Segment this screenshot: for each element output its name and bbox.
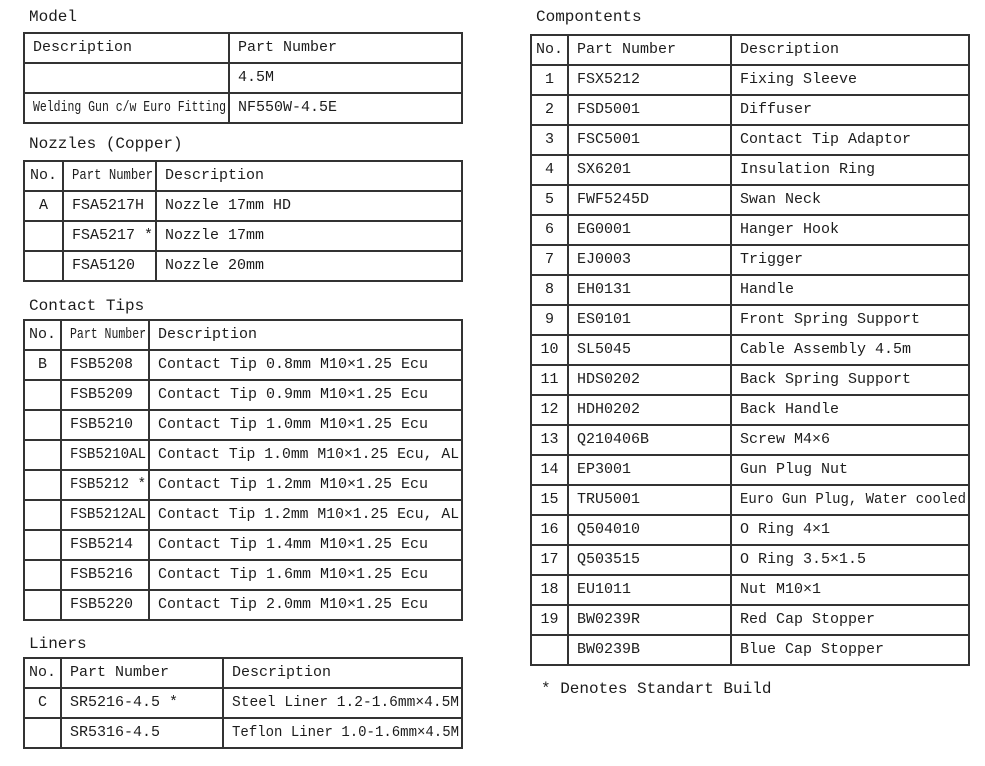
table-cell <box>223 718 462 748</box>
header-row <box>24 658 462 688</box>
table-cell <box>531 545 568 575</box>
contact-tips-table <box>23 319 463 621</box>
cell-text: 19 <box>540 611 559 629</box>
table-row <box>24 221 462 251</box>
table-cell <box>731 605 969 635</box>
table-cell <box>568 635 731 665</box>
table-cell <box>731 425 969 455</box>
table-row <box>531 125 969 155</box>
cell-text: No. <box>28 664 56 682</box>
header-row <box>531 35 969 65</box>
cell-text: 6 <box>544 221 554 239</box>
table-cell <box>24 350 61 380</box>
cell-text: 4.5M <box>238 69 275 87</box>
table-cell <box>731 305 969 335</box>
cell-text: FSA5217 * <box>72 227 154 245</box>
cell-text: Q503515 <box>577 551 641 569</box>
table-cell <box>24 590 61 620</box>
contact-tips-section-title: Contact Tips <box>29 297 145 315</box>
table-cell <box>531 575 568 605</box>
table-cell <box>731 485 969 515</box>
table-cell <box>731 95 969 125</box>
column-header <box>24 161 63 191</box>
table-cell <box>156 221 462 251</box>
cell-text: SR5216-4.5 * <box>70 694 179 712</box>
cell-text: HDH0202 <box>577 401 641 419</box>
cell-text: Q504010 <box>577 521 641 539</box>
cell-text: Gun Plug Nut <box>740 461 849 479</box>
cell-text: Part Number <box>577 41 677 59</box>
standard-build-footnote: * Denotes Standart Build <box>541 680 772 698</box>
table-cell <box>531 515 568 545</box>
nozzles-section-title: Nozzles (Copper) <box>29 135 183 153</box>
cell-text: Euro Gun Plug, Water cooled <box>740 491 967 509</box>
cell-text: Part Number <box>72 167 154 185</box>
cell-text: Cable Assembly 4.5m <box>740 341 912 359</box>
table-cell <box>24 251 63 281</box>
table-cell <box>63 191 156 221</box>
cell-text: FSD5001 <box>577 101 641 119</box>
cell-text: Swan Neck <box>740 191 822 209</box>
table-cell <box>568 305 731 335</box>
table-cell <box>531 335 568 365</box>
cell-text: EU1011 <box>577 581 632 599</box>
table-cell <box>149 350 462 380</box>
cell-text: Insulation Ring <box>740 161 876 179</box>
table-row <box>531 95 969 125</box>
table-row <box>24 63 462 93</box>
table-row <box>531 155 969 185</box>
model-section-title: Model <box>29 8 78 26</box>
cell-text: FSB5216 <box>70 566 134 584</box>
cell-text: 11 <box>540 371 559 389</box>
column-header <box>156 161 462 191</box>
cell-text: Contact Tip Adaptor <box>740 131 912 149</box>
table-cell <box>731 545 969 575</box>
table-row <box>531 275 969 305</box>
cell-text: Contact Tip 2.0mm M10×1.25 Ecu <box>158 596 429 614</box>
table-cell <box>223 688 462 718</box>
table-row <box>531 245 969 275</box>
table-cell <box>24 718 61 748</box>
cell-text: Nozzle 17mm <box>165 227 265 245</box>
table-cell <box>731 125 969 155</box>
table-cell <box>61 530 149 560</box>
cell-text: FSA5120 <box>72 257 136 275</box>
cell-text: O Ring 4×1 <box>740 521 831 539</box>
table-row <box>24 688 462 718</box>
cell-text: Teflon Liner 1.0-1.6mm×4.5M <box>232 724 460 742</box>
cell-text: FSA5217H <box>72 197 145 215</box>
column-header <box>568 35 731 65</box>
table-cell <box>731 515 969 545</box>
cell-text: EH0131 <box>577 281 632 299</box>
column-header <box>731 35 969 65</box>
table-cell <box>568 155 731 185</box>
table-cell <box>24 221 63 251</box>
cell-text: Screw M4×6 <box>740 431 831 449</box>
cell-text: FSB5210AL <box>70 446 147 464</box>
cell-text: FWF5245D <box>577 191 650 209</box>
table-cell <box>531 635 568 665</box>
cell-text: 13 <box>540 431 559 449</box>
cell-text: Part Number <box>238 39 338 57</box>
table-row <box>531 425 969 455</box>
table-cell <box>531 155 568 185</box>
table-cell <box>531 95 568 125</box>
table-cell <box>61 500 149 530</box>
table-cell <box>531 425 568 455</box>
table-row <box>24 410 462 440</box>
table-row <box>531 515 969 545</box>
cell-text: Blue Cap Stopper <box>740 641 885 659</box>
cell-text: O Ring 3.5×1.5 <box>740 551 867 569</box>
cell-text: Fixing Sleeve <box>740 71 858 89</box>
table-cell <box>24 440 61 470</box>
cell-text: Nozzle 17mm HD <box>165 197 292 215</box>
table-cell <box>63 251 156 281</box>
table-cell <box>149 410 462 440</box>
cell-text: SR5316-4.5 <box>70 724 161 742</box>
table-cell <box>731 155 969 185</box>
table-cell <box>531 305 568 335</box>
table-row <box>24 470 462 500</box>
cell-text: Red Cap Stopper <box>740 611 876 629</box>
cell-text: FSB5214 <box>70 536 134 554</box>
cell-text: 5 <box>544 191 554 209</box>
table-row <box>24 500 462 530</box>
table-row <box>24 560 462 590</box>
model-table <box>23 32 463 124</box>
table-cell <box>531 365 568 395</box>
cell-text: Description <box>33 39 133 57</box>
cell-text: 3 <box>544 131 554 149</box>
header-row <box>24 320 462 350</box>
table-cell <box>731 215 969 245</box>
cell-text: Welding Gun c/w Euro Fitting <box>33 99 227 117</box>
cell-text: No. <box>535 41 563 59</box>
table-row <box>531 395 969 425</box>
table-cell <box>531 605 568 635</box>
table-row <box>531 65 969 95</box>
cell-text: 10 <box>540 341 559 359</box>
cell-text: 7 <box>544 251 554 269</box>
cell-text: Contact Tip 1.0mm M10×1.25 Ecu, AL <box>158 446 460 464</box>
cell-text: 9 <box>544 311 554 329</box>
table-cell <box>568 545 731 575</box>
table-cell <box>61 688 223 718</box>
cell-text: FSB5220 <box>70 596 134 614</box>
cell-text: Description <box>165 167 265 185</box>
cell-text: 12 <box>540 401 559 419</box>
table-cell <box>531 275 568 305</box>
table-cell <box>731 65 969 95</box>
cell-text: 2 <box>544 101 554 119</box>
cell-text: Nozzle 20mm <box>165 257 265 275</box>
table-cell <box>568 335 731 365</box>
cell-text: 17 <box>540 551 559 569</box>
cell-text: Part Number <box>70 326 147 344</box>
table-cell <box>24 93 229 123</box>
table-cell <box>568 605 731 635</box>
table-cell <box>731 575 969 605</box>
table-cell <box>568 575 731 605</box>
header-row <box>24 33 462 63</box>
table-cell <box>568 65 731 95</box>
table-row <box>531 335 969 365</box>
table-cell <box>568 425 731 455</box>
liners-table <box>23 657 463 749</box>
cell-text: Handle <box>740 281 795 299</box>
table-cell <box>568 485 731 515</box>
table-row <box>24 93 462 123</box>
cell-text: Back Spring Support <box>740 371 912 389</box>
cell-text: Contact Tip 0.8mm M10×1.25 Ecu <box>158 356 429 374</box>
cell-text: 14 <box>540 461 559 479</box>
table-cell <box>731 185 969 215</box>
table-cell <box>229 93 462 123</box>
table-row <box>531 545 969 575</box>
table-cell <box>24 560 61 590</box>
table-cell <box>24 688 61 718</box>
cell-text: Contact Tip 1.4mm M10×1.25 Ecu <box>158 536 429 554</box>
column-header <box>24 33 229 63</box>
table-row <box>531 305 969 335</box>
table-cell <box>149 500 462 530</box>
table-cell <box>24 410 61 440</box>
table-cell <box>731 365 969 395</box>
cell-text: Description <box>232 664 332 682</box>
table-cell <box>149 380 462 410</box>
header-row <box>24 161 462 191</box>
table-cell <box>731 275 969 305</box>
cell-text: Front Spring Support <box>740 311 921 329</box>
cell-text: Nut M10×1 <box>740 581 822 599</box>
cell-text: B <box>37 356 47 374</box>
table-cell <box>568 185 731 215</box>
cell-text: SX6201 <box>577 161 632 179</box>
cell-text: SL5045 <box>577 341 632 359</box>
table-cell <box>24 500 61 530</box>
table-row <box>24 530 462 560</box>
cell-text: Description <box>158 326 258 344</box>
cell-text: Contact Tip 1.2mm M10×1.25 Ecu, AL <box>158 506 460 524</box>
table-cell <box>61 380 149 410</box>
table-cell <box>149 440 462 470</box>
column-header <box>61 320 149 350</box>
cell-text: Contact Tip 1.6mm M10×1.25 Ecu <box>158 566 429 584</box>
cell-text: FSB5210 <box>70 416 134 434</box>
table-cell <box>149 530 462 560</box>
table-cell <box>568 125 731 155</box>
cell-text: NF550W-4.5E <box>238 99 338 117</box>
table-cell <box>61 590 149 620</box>
cell-text: FSX5212 <box>577 71 641 89</box>
cell-text: Contact Tip 0.9mm M10×1.25 Ecu <box>158 386 429 404</box>
table-cell <box>61 470 149 500</box>
table-cell <box>24 530 61 560</box>
column-header <box>24 320 61 350</box>
table-row <box>531 575 969 605</box>
table-cell <box>731 635 969 665</box>
table-cell <box>61 560 149 590</box>
table-cell <box>24 191 63 221</box>
components-section-title: Compontents <box>536 8 642 26</box>
table-cell <box>531 185 568 215</box>
column-header <box>24 658 61 688</box>
table-cell <box>61 718 223 748</box>
table-cell <box>568 245 731 275</box>
cell-text: 16 <box>540 521 559 539</box>
cell-text: 8 <box>544 281 554 299</box>
table-cell <box>149 560 462 590</box>
cell-text: EP3001 <box>577 461 632 479</box>
table-cell <box>531 65 568 95</box>
cell-text: Q210406B <box>577 431 650 449</box>
table-cell <box>24 380 61 410</box>
cell-text: FSB5212AL <box>70 506 147 524</box>
column-header <box>61 658 223 688</box>
table-cell <box>531 395 568 425</box>
liners-section-title: Liners <box>29 635 87 653</box>
cell-text: EG0001 <box>577 221 632 239</box>
cell-text: FSB5212 * <box>70 476 147 494</box>
table-row <box>531 485 969 515</box>
table-cell <box>568 455 731 485</box>
cell-text: EJ0003 <box>577 251 632 269</box>
table-cell <box>24 63 229 93</box>
cell-text: Contact Tip 1.2mm M10×1.25 Ecu <box>158 476 429 494</box>
components-table <box>530 34 970 666</box>
table-row <box>24 350 462 380</box>
cell-text: No. <box>28 326 56 344</box>
cell-text: Description <box>740 41 840 59</box>
table-cell <box>568 275 731 305</box>
table-cell <box>568 95 731 125</box>
table-cell <box>149 590 462 620</box>
table-cell <box>61 440 149 470</box>
cell-text: FSC5001 <box>577 131 641 149</box>
table-cell <box>568 215 731 245</box>
nozzles-table <box>23 160 463 282</box>
cell-text: 4 <box>544 161 554 179</box>
table-cell <box>531 215 568 245</box>
cell-text: BW0239B <box>577 641 641 659</box>
table-row <box>24 380 462 410</box>
cell-text: BW0239R <box>577 611 641 629</box>
table-cell <box>24 470 61 500</box>
cell-text: Hanger Hook <box>740 221 840 239</box>
cell-text: Back Handle <box>740 401 840 419</box>
table-cell <box>61 350 149 380</box>
cell-text: C <box>37 694 47 712</box>
table-cell <box>531 245 568 275</box>
cell-text: FSB5209 <box>70 386 134 404</box>
column-header <box>229 33 462 63</box>
table-row <box>24 440 462 470</box>
table-row <box>24 590 462 620</box>
table-cell <box>61 410 149 440</box>
table-row <box>531 215 969 245</box>
cell-text: Part Number <box>70 664 170 682</box>
table-cell <box>149 470 462 500</box>
cell-text: ES0101 <box>577 311 632 329</box>
table-cell <box>63 221 156 251</box>
cell-text: FSB5208 <box>70 356 134 374</box>
table-row <box>24 251 462 281</box>
column-header <box>63 161 156 191</box>
table-cell <box>531 485 568 515</box>
table-cell <box>731 335 969 365</box>
table-cell <box>568 395 731 425</box>
table-cell <box>731 245 969 275</box>
table-cell <box>568 515 731 545</box>
cell-text: 18 <box>540 581 559 599</box>
table-cell <box>531 455 568 485</box>
cell-text: HDS0202 <box>577 371 641 389</box>
cell-text: Diffuser <box>740 101 813 119</box>
table-row <box>531 455 969 485</box>
cell-text: Contact Tip 1.0mm M10×1.25 Ecu <box>158 416 429 434</box>
column-header <box>531 35 568 65</box>
column-header <box>149 320 462 350</box>
table-row <box>531 365 969 395</box>
column-header <box>223 658 462 688</box>
table-cell <box>731 455 969 485</box>
cell-text: Steel Liner 1.2-1.6mm×4.5M <box>232 694 460 712</box>
table-cell <box>156 191 462 221</box>
cell-text: 15 <box>540 491 559 509</box>
table-cell <box>229 63 462 93</box>
table-cell <box>568 365 731 395</box>
table-row <box>24 718 462 748</box>
cell-text: No. <box>29 167 57 185</box>
table-row <box>531 605 969 635</box>
table-cell <box>156 251 462 281</box>
table-cell <box>731 395 969 425</box>
table-row <box>531 185 969 215</box>
cell-text: A <box>38 197 48 215</box>
table-cell <box>531 125 568 155</box>
cell-text: Trigger <box>740 251 804 269</box>
cell-text: TRU5001 <box>577 491 641 509</box>
table-row <box>531 635 969 665</box>
table-row <box>24 191 462 221</box>
cell-text: 1 <box>544 71 554 89</box>
